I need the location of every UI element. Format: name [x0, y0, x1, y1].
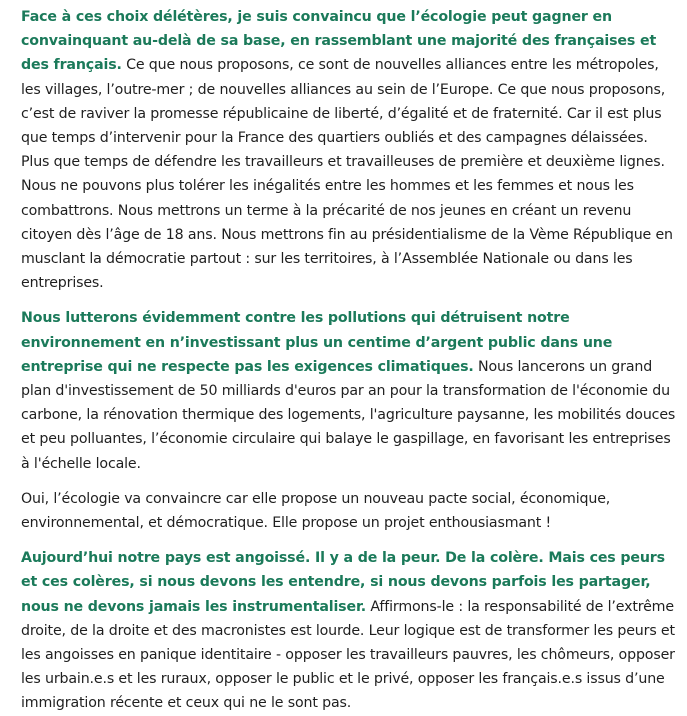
- paragraph-4-text: Affirmons-le : la responsabilité de l’extrême droite, de la droite et des macronistes est lourde. Leur logique est de transformer les peurs et les angoisses en panique identitaire - opposer les travailleurs pauvres, les chômeurs, opposer les urbain.e.s et les ruraux, opposer le public et le privé, opposer les français.e.s issus d’une immigration récente et ceux qui ne le sont pas.: [21, 598, 675, 712]
- paragraph-3: [21, 487, 679, 535]
- paragraph-4-lead: Aujourd’hui notre pays est angoissé. Il y a de la peur. De la colère. Mais ces peurs et ces colères, si nous devons les entendre, si nous devons parfois les partager, nous ne devons jamais les instrumentaliser.: [21, 550, 665, 615]
- paragraph-1-lead: Face à ces choix délétères, je suis convaincu que l’écologie peut gagner en convainquant au-delà de sa base, en rassemblant une majorité des françaises et des français.: [21, 9, 657, 74]
- paragraph-2: [21, 306, 679, 475]
- paragraph-1-text: Ce que nous proposons, ce sont de nouvelles alliances entre les métropoles, les villages, l’outre-mer ; de nouvelles alliances au sein de l’Europe. Ce que nous proposons, c’est de raviver la promesse républicaine de liberté, d’égalité et de fraternité. Car il est plus que temps d’intervenir pour la France des quartiers oubliés et des campagnes délaissées. Plus que temps de défendre les travailleurs et travailleuses de première et deuxième lignes. Nous ne pouvons plus tolérer les inégalités entre les hommes et les femmes et nous les combattrons. Nous mettrons un terme à la précarité de nos jeunes en créant un revenu citoyen dès l’âge de 18 ans. Nous mettrons fin au présidentialisme de la Vème République en musclant la démocratie partout : sur les territoires, à l’Assemblée Nationale ou dans les entreprises.: [21, 57, 673, 292]
- paragraph-4: [21, 546, 679, 715]
- paragraph-2-text: Nous lancerons un grand plan d'investissement de 50 milliards d'euros par an pour la transformation de l'économie du carbone, la rénovation thermique des logements, l'agriculture paysanne, les mobilités douces et peu polluantes, l’économie circulaire qui balaye le gaspillage, en favorisant les entreprises à l'échelle locale.: [21, 358, 676, 472]
- paragraph-2-lead: Nous lutterons évidemment contre les pollutions qui détruisent notre environnement en n’investissant plus un centime d’argent public dans une entreprise qui ne respecte pas les exigences climatiques.: [21, 310, 613, 375]
- paragraph-1: [21, 5, 679, 295]
- paragraph-3-text: Oui, l’écologie va convaincre car elle propose un nouveau pacte social, économique, environnemental, et démocratique. Elle propose un projet enthousiasmant !: [21, 490, 611, 532]
